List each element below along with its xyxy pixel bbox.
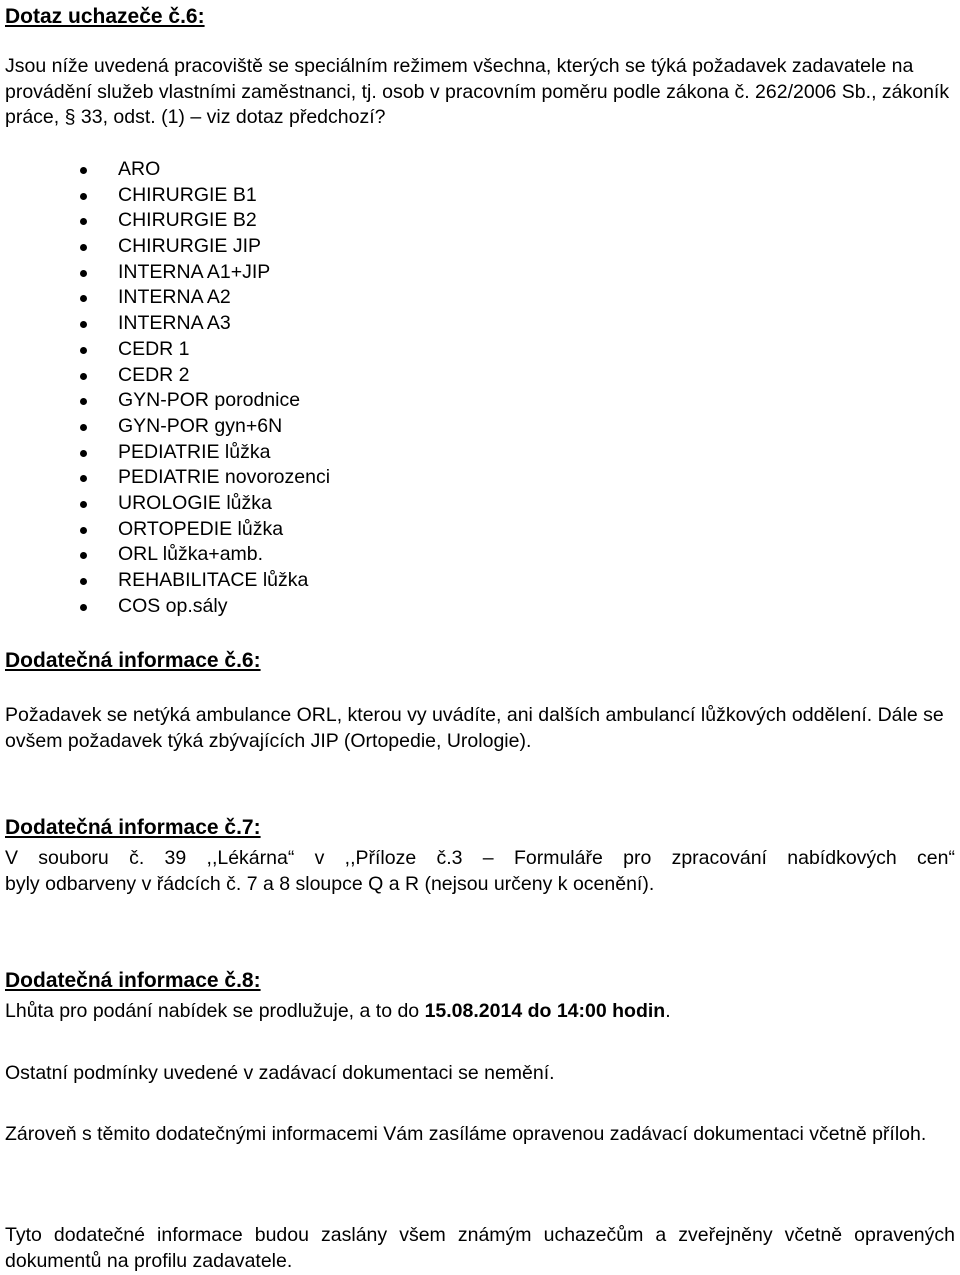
workplace-item bbox=[0, 363, 330, 389]
workplace-label: COS op.sály bbox=[118, 594, 228, 617]
bullet-icon bbox=[80, 373, 87, 380]
bullet-icon bbox=[80, 501, 87, 508]
workplace-item bbox=[0, 414, 330, 440]
workplace-label: ORTOPEDIE lůžka bbox=[118, 517, 284, 540]
workplace-item bbox=[0, 260, 330, 286]
bullet-icon bbox=[80, 193, 87, 200]
bullet-icon bbox=[80, 450, 87, 457]
workplace-label: ORL lůžka+amb. bbox=[118, 543, 264, 566]
workplace-item bbox=[0, 542, 330, 568]
workplace-label: ARO bbox=[118, 158, 161, 180]
workplace-label: CHIRURGIE JIP bbox=[118, 235, 262, 258]
workplace-item bbox=[0, 465, 330, 491]
bullet-icon bbox=[80, 244, 87, 251]
deadline-text bbox=[5, 999, 955, 1025]
bullet-icon bbox=[80, 347, 87, 354]
workplace-item bbox=[0, 311, 330, 337]
workplace-label: INTERNA A2 bbox=[118, 286, 231, 309]
distribution-text: Tyto dodatečné informace budou zaslány všem známým uchazečům a zveřejněny včetně opravených dokumentů na profilu zadavatele. bbox=[5, 1224, 955, 1272]
workplace-label: CHIRURGIE B1 bbox=[118, 183, 257, 206]
bullet-icon bbox=[80, 218, 87, 225]
workplace-label: CEDR 1 bbox=[118, 337, 190, 360]
bullet-icon bbox=[80, 552, 87, 559]
workplace-label: REHABILITACE lůžka bbox=[118, 569, 309, 591]
info-6-heading: Dodatečná informace č.6: bbox=[5, 649, 261, 672]
workplace-label: CEDR 2 bbox=[118, 363, 190, 386]
workplace-item bbox=[0, 337, 330, 363]
conditions-text: Ostatní podmínky uvedené v zadávací dokumentaci se nemění. bbox=[5, 1062, 555, 1084]
info-7-heading: Dodatečná informace č.7: bbox=[5, 816, 261, 839]
info-7-text bbox=[5, 846, 955, 897]
workplace-label: PEDIATRIE novorozenci bbox=[118, 466, 331, 489]
workplace-label: UROLOGIE lůžka bbox=[118, 491, 272, 514]
workplace-item bbox=[0, 234, 330, 260]
info-7-text-line: byly odbarveny v řádcích č. 7 a 8 sloupce Q a R (nejsou určeny k ocenění). bbox=[5, 872, 655, 895]
workplace-item bbox=[0, 568, 330, 594]
bullet-icon bbox=[80, 321, 87, 328]
bullet-icon bbox=[80, 527, 87, 534]
workplace-list bbox=[0, 157, 330, 619]
bullet-icon bbox=[80, 578, 87, 585]
bullet-icon bbox=[80, 475, 87, 482]
workplace-item bbox=[0, 183, 330, 209]
workplace-label: INTERNA A3 bbox=[118, 312, 231, 335]
workplace-item bbox=[0, 388, 330, 414]
bullet-icon bbox=[80, 295, 87, 302]
workplace-item bbox=[0, 285, 330, 311]
workplace-item bbox=[0, 440, 330, 466]
bullet-icon bbox=[80, 398, 87, 405]
deadline-prefix: Lhůta pro podání nabídek se prodlužuje, a to do bbox=[5, 1000, 425, 1022]
question-6-text: Jsou níže uvedená pracoviště se speciálním režimem všechna, kterých se týká požadavek zadavatele na provádění služeb vlastními zaměstnanci, tj. osob v pracovním poměru podle zákona č. 262/2006 Sb., zákoník práce, § 33, odst. (1) – viz dotaz předchozí? bbox=[5, 55, 950, 128]
workplace-label: INTERNA A1+JIP bbox=[118, 260, 271, 283]
attachment-text: Zároveň s těmito dodatečnými informacemi Vám zasíláme opravenou zadávací dokumentaci včetně příloh. bbox=[5, 1123, 927, 1145]
workplace-item bbox=[0, 208, 330, 234]
deadline-suffix: . bbox=[665, 1000, 671, 1022]
bullet-icon bbox=[80, 604, 87, 611]
deadline-date: 15.08.2014 do 14:00 hodin bbox=[424, 1000, 666, 1022]
info-8-heading: Dodatečná informace č.8: bbox=[5, 969, 261, 992]
workplace-item bbox=[0, 517, 330, 543]
bullet-icon bbox=[80, 424, 87, 431]
bullet-icon bbox=[80, 270, 87, 277]
workplace-label: PEDIATRIE lůžka bbox=[118, 440, 271, 463]
info-7-text-line: V souboru č. 39 ,,Lékárna“ v ,,Příloze č.3 – Formuláře pro zpracování nabídkových cen“ bbox=[5, 847, 955, 869]
question-6-heading: Dotaz uchazeče č.6: bbox=[5, 5, 205, 28]
workplace-item bbox=[0, 491, 330, 517]
workplace-label: GYN-POR gyn+6N bbox=[118, 414, 283, 437]
info-6-text: Požadavek se netýká ambulance ORL, kterou vy uvádíte, ani dalších ambulancí lůžkových oddělení. Dále se ovšem požadavek týká zbývajících JIP (Ortopedie, Urologie). bbox=[5, 704, 944, 752]
workplace-item bbox=[0, 594, 330, 620]
workplace-label: GYN-POR porodnice bbox=[118, 389, 301, 412]
workplace-item bbox=[0, 157, 330, 183]
bullet-icon bbox=[80, 167, 87, 174]
workplace-label: CHIRURGIE B2 bbox=[118, 209, 257, 232]
